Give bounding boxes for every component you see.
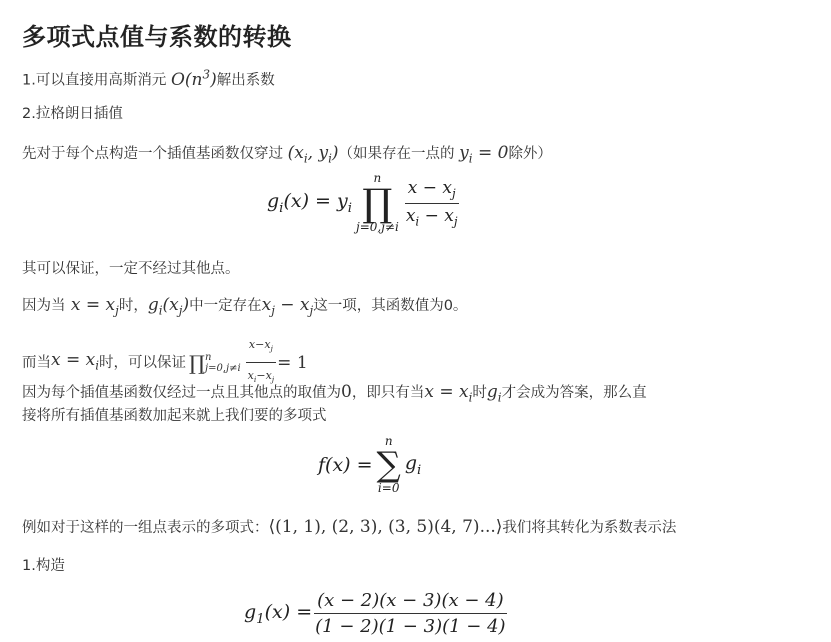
step-2-paragraph: 2.拉格朗日插值 (22, 106, 123, 122)
reason-3-line-1: 因为每个插值基函数仅经过一点且其他点的取值为0，即只有当$x = x_i$时$g_i$才会成为答案，那么直 (22, 382, 647, 405)
inline-fraction: $\frac{x-x_j}{x_i-x_j}$ (245, 333, 278, 392)
reason-2-paragraph: 而当 $x = x_i$ 时，可以保证 ∏ n j=0,j≠i $\frac{x-x_j}{x_i-x_j}$ = 1 (22, 333, 308, 392)
point-formula: ($x_i$, $y_i$) (287, 143, 339, 166)
basis-fraction: $\frac{x - x_j}{x_i - x_j}$ (405, 178, 458, 228)
basis-function-equation: $g_i(x) = y_i$ n ∏ j=0,j≠i $\frac{x - x_j}{x_i - x_j}$ (267, 172, 461, 234)
sum-equation: f(x) = n ∑ i=0 $g_i$ (318, 434, 422, 495)
inline-product-symbol: ∏ (189, 350, 205, 375)
page-title: 多项式点值与系数的转换 (22, 23, 292, 51)
step-1-suffix: 解出系数 (216, 72, 275, 89)
intro-paragraph: 先对于每个点构造一个插值基函数仅穿过 ($x_i$, $y_i$)（如果存在一点的 $y_i = 0$除外） (22, 143, 552, 166)
guarantee-paragraph: 其可以保证，一定不经过其他点。 (22, 261, 240, 277)
step-1-paragraph (22, 62, 275, 93)
construct-heading: 1.构造 (22, 558, 65, 574)
reason-3-line-2: 接将所有插值基函数加起来就上我们要的多项式 (22, 408, 327, 424)
step-1-text: 1.可以直接用高斯消元 (22, 72, 171, 89)
condition-formula: $y_i = 0$ (459, 143, 509, 166)
points-list: ⟨(1, 1), (2, 3), (3, 5)(4, 7)...⟩ (268, 517, 503, 537)
product-operator: n ∏ j=0,j≠i (355, 171, 399, 234)
example-paragraph: 例如对于这样的一组点表示的多项式：⟨(1, 1), (2, 3), (3, 5)(4, 7)...⟩我们将其转化为系数表示法 (22, 517, 677, 537)
g1-equation: $g_1(x)$ = $\frac{(x - 2)(x - 3)(x - 4)}{(1 - 2)(1 - 3)(1 - 4)}$ (244, 590, 509, 637)
g1-fraction: $\frac{(x - 2)(x - 3)(x - 4)}{(1 - 2)(1 - 3)(1 - 4)}$ (315, 590, 506, 637)
sum-operator: n ∑ i=0 (376, 434, 401, 495)
reason-1-paragraph: 因为当 $x = x_j$时，$g_i(x_j)$中一定存在$x_j - x_j$这一项，其函数值为0。 (22, 295, 468, 318)
big-o-formula: $O(n^3)$ (170, 67, 217, 90)
